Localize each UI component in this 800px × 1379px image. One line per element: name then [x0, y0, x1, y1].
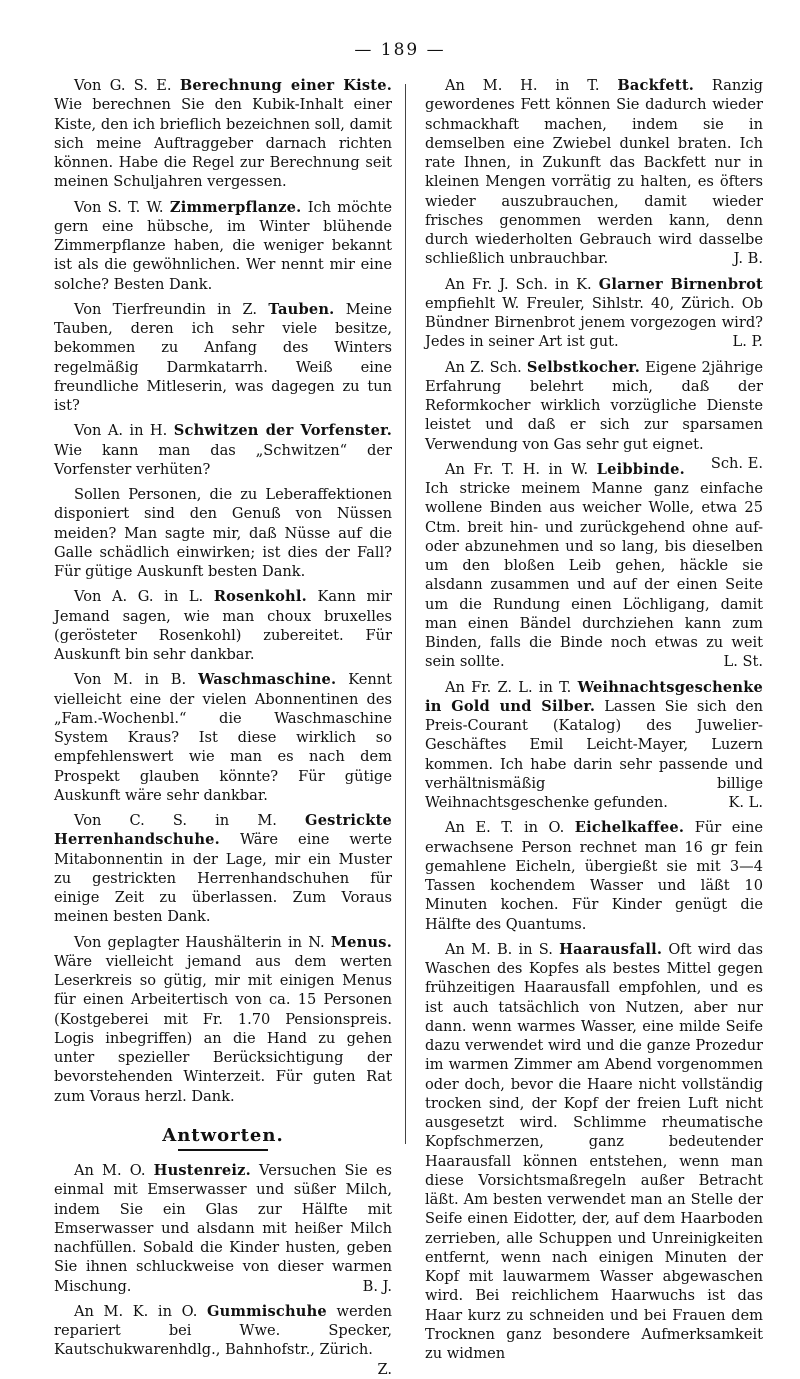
- entry-signature: B. J.: [362, 1277, 392, 1295]
- entry-keyword: Zimmerpflanze.: [169, 198, 302, 216]
- entry-keyword: Menus.: [330, 933, 392, 951]
- entry-text: Ich möchte gern eine hübsche, im Winter blühende Zimmerpflanze haben, die weniger bekannt ist als die gewöhnlichen. Wer nennt mir eine solche? Besten Dank.: [54, 198, 393, 293]
- entry-intro: Von G. S. E.: [74, 77, 172, 94]
- entry: [54, 485, 392, 581]
- entry-keyword: Waschmaschine.: [198, 671, 337, 689]
- entry-intro: An M. B. in S.: [445, 940, 553, 958]
- entry-intro: An Fr. Z. L. in T.: [445, 678, 572, 696]
- entry-keyword: Tauben.: [268, 300, 335, 318]
- entry-intro: An M. K. in O.: [74, 1302, 198, 1320]
- entry: [425, 76, 763, 269]
- entry-text: Wie kann man das „Schwitzen“ der Vorfenster verhüten?: [54, 441, 392, 478]
- column-divider: [405, 84, 406, 1144]
- entry: [54, 198, 392, 294]
- left-column: [54, 76, 392, 1379]
- entry-text: Lassen Sie sich den Preis-Courant (Katalog) des Juwelier-Geschäftes Emil Leicht-Mayer, Luzern kommen. Ich habe darin sehr passende und verhältnismäßig billige Weihnachtsgeschenke gefunden.: [425, 697, 763, 811]
- entry-text: Eigene 2jährige Erfahrung belehrt mich, daß der Reformkocher wirklich vorzügliche Dienste leistet und daß er sich zur sparsamen Verwendung von Gas sehr gut eignet.: [425, 358, 764, 453]
- entry: [54, 1161, 392, 1296]
- entry-keyword: Schwitzen der Vorfenster.: [173, 422, 392, 440]
- entry-keyword: Haarausfall.: [559, 940, 663, 958]
- entry-text: Wie berechnen Sie den Kubik-Inhalt einer Kiste, den ich brieflich bezeichnen soll, damit sich meine Auftraggeber darnach richten können. Habe die Regel zur Berechnung seit meinen Schuljahren vergessen.: [54, 96, 392, 191]
- entry: [54, 811, 392, 927]
- entry-intro: Von M. in B.: [74, 671, 187, 689]
- entry: [54, 421, 392, 479]
- entry-intro: Von A. in H.: [74, 422, 168, 440]
- entry: [54, 670, 392, 805]
- answers-section-right: [425, 76, 763, 1363]
- entry-keyword: Eichelkaffee.: [574, 819, 685, 837]
- entry-text: Kann mir Jemand sagen, wie man choux bruxelles (gerösteter Rosenkohl) zubereitet. Für Auskunft bin sehr dankbar.: [54, 588, 393, 663]
- heading-rule: [178, 1149, 268, 1151]
- entry-text: Wäre vielleicht jemand aus dem werten Leserkreis so gütig, mir mit einigen Menus für einen Arbeitertisch von ca. 15 Personen (Kostgeberei mit Fr. 1.70 Pensionspreis. Logis inbegriffen) an die Hand zu gehen unter spezieller Berücksichtigung der bevorstehenden Winterzeit. Für guten Rat zum Voraus herzl. Dank.: [54, 952, 392, 1105]
- entry: [425, 275, 763, 352]
- entry-keyword: Leibbinde.: [596, 460, 685, 478]
- entry: [54, 587, 392, 664]
- page-number: — 189 —: [354, 40, 446, 60]
- entry-intro: Von C. S. in M.: [74, 812, 277, 829]
- entry-text: Wäre eine werte Mitabonnentin in der Lage, mir ein Muster zu gestrickten Herrenhandschuhen für einige Zeit zu überlassen. Zum Voraus meinen besten Dank.: [54, 831, 392, 926]
- entry-intro: An Z. Sch.: [445, 358, 522, 376]
- entry-intro: Von Tierfreundin in Z.: [74, 300, 258, 318]
- entry-text: empfiehlt W. Freuler, Sihlstr. 40, Zürich. Ob Bündner Birnenbrot jenem vorgezogen wird? Jedes in seiner Art ist gut.: [425, 294, 763, 351]
- entry-intro: Von S. T. W.: [74, 198, 164, 216]
- entry-signature: Sch. E.: [710, 454, 763, 472]
- entry-intro: An Fr. J. Sch. in K.: [445, 275, 592, 293]
- entry-keyword: Hustenreiz.: [153, 1162, 251, 1179]
- entry-keyword: Selbstkocher.: [526, 358, 641, 376]
- entry-signature: L. St.: [723, 653, 763, 671]
- entry-keyword: Weihnachtsgeschenke in Gold und Silber.: [425, 678, 764, 715]
- entry-text: werden repariert bei Wwe. Specker, Kautschukwarenhdlg., Bahnhofstr., Zürich.: [54, 1302, 393, 1359]
- entry: [425, 818, 763, 934]
- entry-signature: L. P.: [732, 333, 763, 351]
- answers-section-left: [54, 1161, 393, 1378]
- entry-keyword: Gummischuhe: [206, 1302, 327, 1320]
- entry-text: Ich stricke meinem Manne ganz einfache wollene Binden aus weicher Wolle, etwa 25 Ctm. breit hin- und zurückgehend ohne auf- oder abzunehmen und so lang, bis dieselben um den bloßen Leib gehen, häckle sie alsdann zusammen und auf der einen Seite um die Rundung einen Löchligang, damit man einen Bändel durchziehen kann zum Binden, falls die Binde noch etwas zu weit sein sollte.: [425, 480, 763, 671]
- entry-text: Versuchen Sie es einmal mit Emserwasser und süßer Milch, indem Sie ein Glas zur Hälfte mit Emserwasser und alsdann mit heißer Milch nachfüllen. Sobald die Kinder husten, geben Sie ihnen schluckweise von dieser warmen Mischung.: [54, 1162, 392, 1295]
- entry: [425, 940, 763, 1364]
- entry-text: Kennt vielleicht eine der vielen Abonnentinen des „Fam.-Wochenbl.“ die Waschmaschine System Kraus? Ist diese wirklich so empfehlenswert wie man es nach dem Prospekt glauben könnte? Für gütige Auskunft wäre sehr dankbar.: [54, 671, 393, 804]
- entry-keyword: Backfett.: [617, 77, 695, 94]
- entry-text: Meine Tauben, deren ich sehr viele besitze, bekommen zu Anfang des Winters regelmäßig Darmkatarrh. Weiß eine freundliche Mitleserin, was dagegen zu tun ist?: [54, 300, 393, 414]
- entry-intro: Von A. G. in L.: [74, 588, 204, 606]
- entry: [54, 1302, 393, 1378]
- entry: [54, 300, 392, 416]
- right-column: [425, 76, 763, 1369]
- entry-intro: Von geplagter Haushälterin in N.: [74, 933, 325, 951]
- entry-signature: Z.: [377, 1360, 392, 1378]
- entry-text: Oft wird das Waschen des Kopfes als bestes Mittel gegen frühzeitigen Haarausfall empfohlen, und es ist auch tatsächlich von Nutzen, aber nur dann. wenn warmes Wasser, eine milde Seife dazu verwendet wird und die ganze Prozedur im warmen Zimmer am Abend vorgenommen oder doch, bevor die Haare nicht vollständig trocken sind, der Kopf der freien Luft nicht ausgesetzt wird. Schlimme rheumatische Kopfschmerzen, ganz bedeutender Haarausfall können entstehen, wenn man diese Vorsichtsmaßregeln außer Betracht läßt. Am besten verwendet man an Stelle der Seife einen Eidotter, der, auf dem Haarboden zerrieben, alle Schuppen und Unreinigkeiten entfernt, wenn nach einigen Minuten der Kopf mit lauwarmem Wasser abgewaschen wird. Bei reichlichem Haarwuchs ist das Haar kurz zu schneiden und bei Frauen dem Trocknen ganz besondere Aufmerksamkeit zu widmen: [425, 940, 764, 1362]
- entry-keyword: Gestrickte Herrenhandschuhe.: [54, 812, 392, 849]
- entry-intro: An E. T. in O.: [445, 819, 565, 837]
- entry: [425, 460, 763, 672]
- entry-text: Ranzig gewordenes Fett können Sie dadurch wieder schmackhaft machen, indem sie in demselben eine Zwiebel dunkel braten. Ich rate Ihnen, in Zukunft das Backfett nur in kleinen Mengen vorrätig zu halten, es öfters wieder auszubrauchen, damit wieder frisches genommen werden kann, denn durch wiederholten Gebrauch wird dasselbe schließlich unbrauchbar.: [425, 77, 763, 268]
- entry-signature: J. B.: [733, 250, 763, 268]
- entry-intro: An M. O.: [74, 1162, 146, 1179]
- entry-signature: K. L.: [728, 794, 763, 811]
- entry-keyword: Berechnung einer Kiste.: [179, 77, 392, 94]
- questions-section: [54, 76, 392, 1106]
- entry-text: Sollen Personen, die zu Leberaffektionen disponiert sind den Genuß von Nüssen meiden? Man sagte mir, daß Nüsse auf die Galle schädlich einwirken; ist dies der Fall? Für gütige Auskunft besten Dank.: [54, 486, 392, 580]
- entry: [425, 678, 763, 813]
- entry: [54, 933, 392, 1106]
- entry: [54, 76, 392, 192]
- entry-intro: An M. H. in T.: [445, 77, 600, 94]
- entry-keyword: Glarner Birnenbrot: [598, 275, 763, 293]
- entry-keyword: Rosenkohl.: [213, 588, 307, 606]
- answers-heading: Antworten.: [162, 1124, 284, 1146]
- entry-intro: An Fr. T. H. in W.: [445, 460, 589, 478]
- entry-text: Für eine erwachsene Person rechnet man 16 gr fein gemahlene Eicheln, übergießt sie mit 3—4 Tassen kochendem Wasser und läßt 10 Minuten kochen. Für Kinder genügt die Hälfte des Quantums.: [425, 819, 764, 933]
